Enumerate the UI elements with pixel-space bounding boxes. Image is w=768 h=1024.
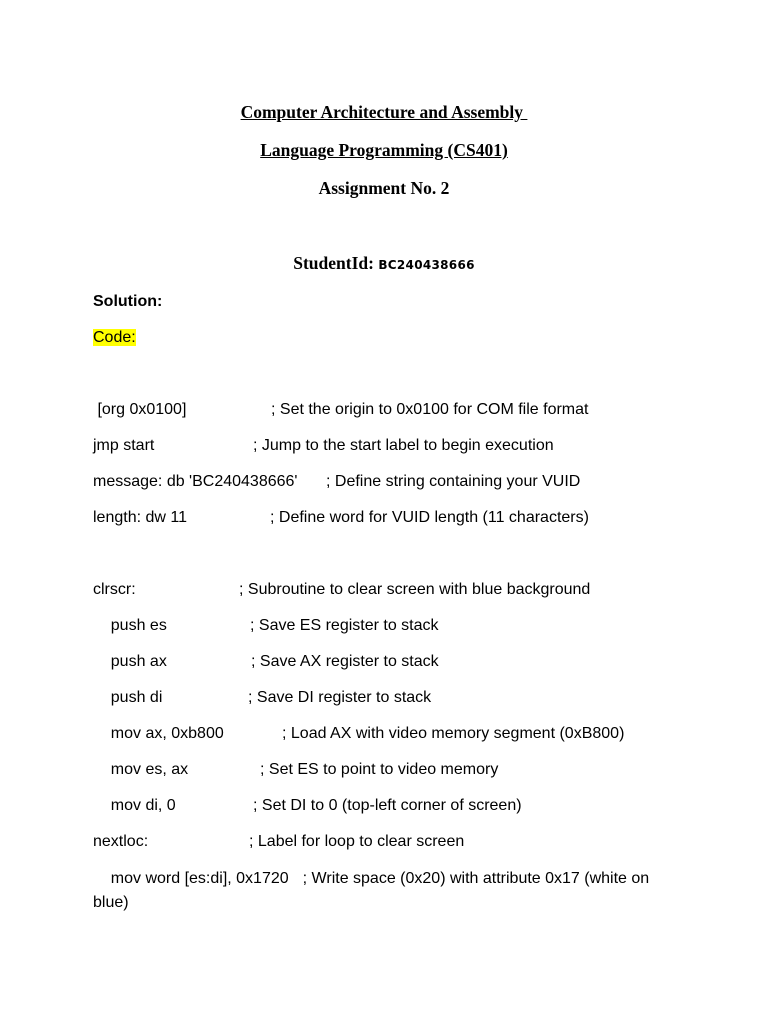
code-line: length: dw 11 ; Define word for VUID length (11 characters) [93, 509, 589, 526]
code-line-wrapped: mov word [es:di], 0x1720 ; Write space (0x20) with attribute 0x17 (white on blue) [93, 870, 650, 911]
code-line: jmp start ; Jump to the start label to begin execution [93, 437, 554, 454]
code-line: clrscr: ; Subroutine to clear screen with blue background [93, 581, 591, 598]
student-id-label: StudentId: [293, 253, 374, 273]
code-line: nextloc: ; Label for loop to clear screen [93, 833, 465, 850]
solution-label: Solution: [93, 293, 163, 310]
code-line: mov di, 0 ; Set DI to 0 (top-left corner of screen) [93, 797, 522, 814]
code-label-highlight: Code: [93, 329, 136, 346]
code-line: [org 0x0100] ; Set the origin to 0x0100 for COM file format [93, 401, 589, 418]
code-line: push di ; Save DI register to stack [93, 689, 432, 706]
code-label [93, 329, 136, 347]
code-line: push ax ; Save AX register to stack [93, 653, 439, 670]
code-line: mov es, ax ; Set ES to point to video memory [93, 761, 499, 778]
student-id-value: BC240438666 [378, 258, 475, 272]
code-line: message: db 'BC240438666' ; Define string containing your VUID [93, 473, 581, 490]
title-line-1: Computer Architecture and Assembly [240, 102, 528, 122]
code-line: push es ; Save ES register to stack [93, 617, 439, 634]
student-id-line [0, 253, 768, 274]
assignment-heading: Assignment No. 2 [318, 178, 450, 198]
title-line-2: Language Programming (CS401) [260, 140, 508, 160]
code-line: mov ax, 0xb800 ; Load AX with video memory segment (0xB800) [93, 725, 625, 742]
